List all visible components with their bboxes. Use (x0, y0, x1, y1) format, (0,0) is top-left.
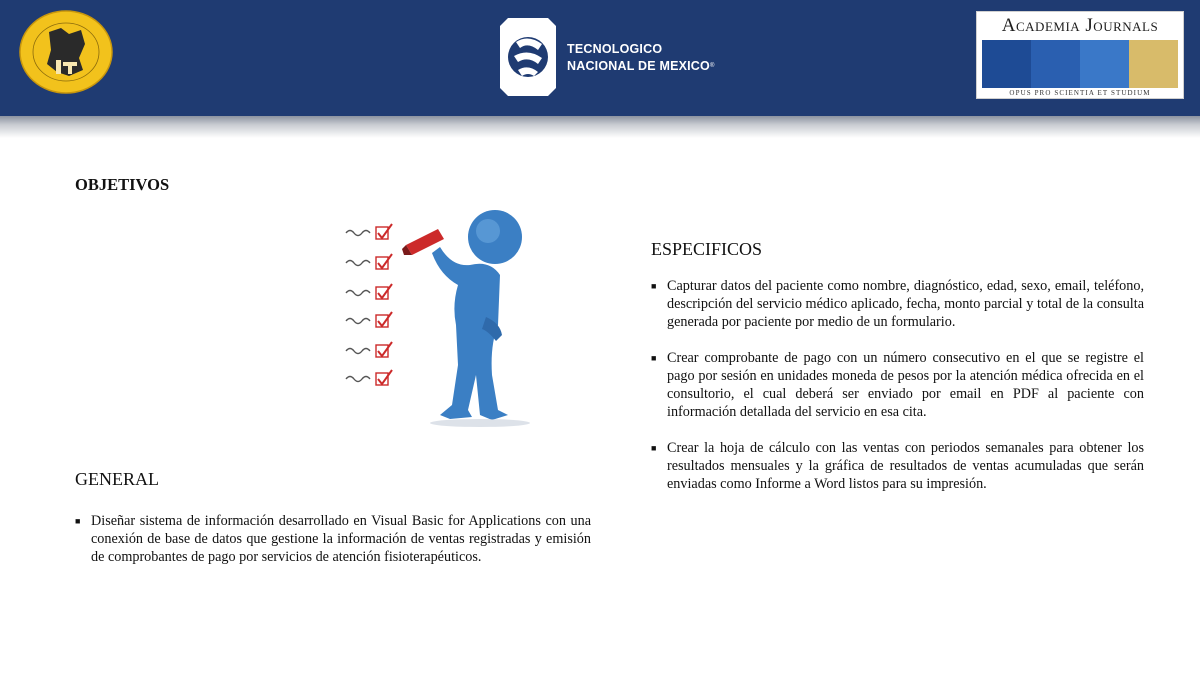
bullet-icon: ■ (651, 353, 657, 363)
academia-journals-logo (976, 11, 1184, 99)
academia-journals-motto: OPUS PRO SCIENTIA ET STUDIUM (1009, 89, 1151, 97)
academia-journals-color-bars (982, 40, 1178, 88)
especificos-item-text: Crear comprobante de pago con un número consecutivo en el que se registre el pago por sesión en unidades moneda de pesos por la atención médica ofrecida en el consultorio, el cual deberá ser enviado por email en PDF al paciente con información detallada del servicio en esa cita. (667, 350, 1144, 420)
tecnm-line1: TECNOLOGICO (567, 42, 663, 56)
tecnm-line2: NACIONAL DE MEXICO (567, 59, 710, 73)
tecnm-wordmark (567, 41, 715, 75)
bullet-icon: ■ (75, 516, 81, 526)
especificos-item-text: Crear la hoja de cálculo con las ventas con periodos semanales para obtener los resultados mensuales y la gráfica de resultados de ventas acumuladas que serán enviadas como Informe a Word listos para su impresión. (667, 440, 1144, 492)
especificos-list (651, 277, 1144, 511)
academia-journals-title: Academia Journals (1001, 15, 1159, 36)
general-heading: GENERAL (75, 469, 159, 489)
especificos-item (651, 439, 1144, 493)
registered-mark: ® (709, 63, 715, 69)
color-bar-1 (982, 40, 1031, 88)
especificos-item-text: Capturar datos del paciente como nombre, diagnóstico, edad, sexo, email, teléfono, descripción del servicio médico aplicado, fecha, monto parcial y total de la consulta generada por paciente por medio de un formulario. (667, 278, 1144, 330)
header-shadow (0, 116, 1200, 138)
blue-figure (432, 210, 522, 420)
general-list (75, 512, 591, 584)
especificos-item (651, 277, 1144, 331)
bullet-icon: ■ (651, 443, 657, 453)
itp-seal-icon (19, 10, 113, 94)
checklist-figure-icon (340, 205, 540, 430)
checklist (346, 224, 392, 385)
especificos-item (651, 349, 1144, 421)
especificos-heading: ESPECIFICOS (651, 239, 763, 259)
general-item (75, 512, 591, 566)
page-title: OBJETIVOS (75, 175, 170, 194)
color-bar-3 (1080, 40, 1129, 88)
color-bar-4 (1129, 40, 1178, 88)
general-item-text: Diseñar sistema de información desarrollado en Visual Basic for Applications con una conexión de base de datos que gestione la información de ventas registradas y emisión de comprobantes de pago por servicios de atención fisioterapéuticos. (91, 513, 591, 565)
bullet-icon: ■ (651, 281, 657, 291)
color-bar-2 (1031, 40, 1080, 88)
